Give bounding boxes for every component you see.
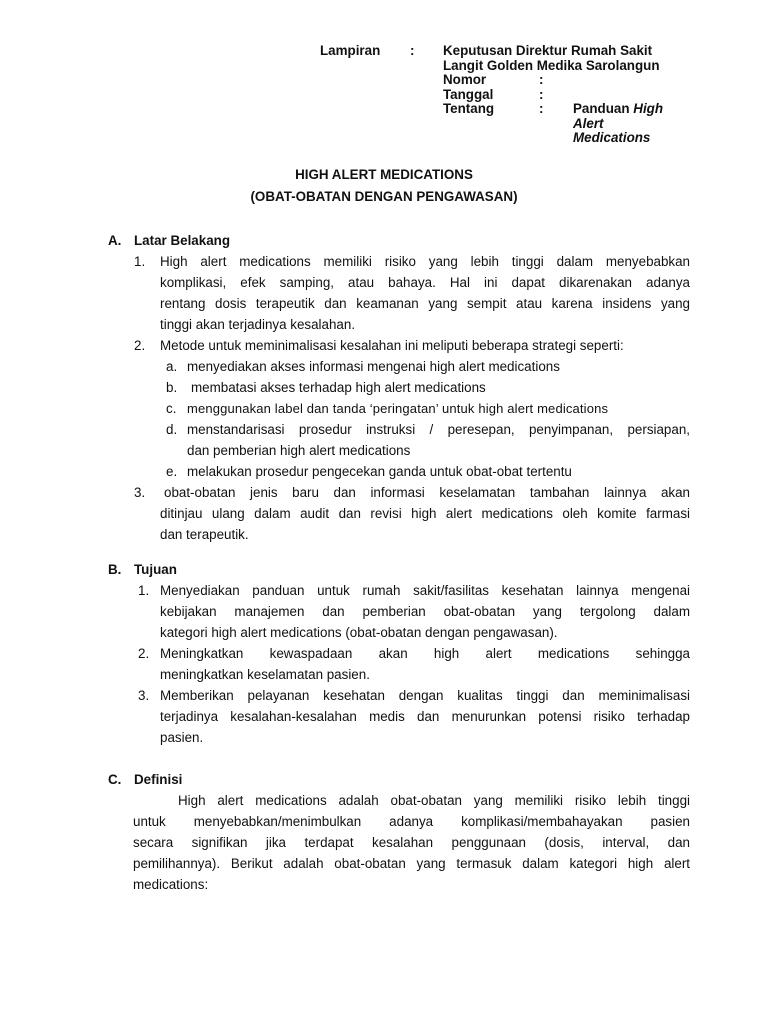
sub-list-letter: d. [166,422,178,437]
paragraph-line: Memberikan pelayanan kesehatan dengan kualitas tinggi dan meminimalisasi [160,688,690,703]
paragraph-line: Metode untuk meminimalisasi kesalahan ini meliputi beberapa strategi seperti: [160,338,624,353]
list-number: 3. [134,485,146,500]
sub-list-item: menstandarisasi prosedur instruksi / peresepan, penyimpanan, persiapan, [187,422,690,437]
list-number: 2. [134,338,146,353]
paragraph-line: High alert medications adalah obat-obatan yang memiliki risiko lebih tinggi [178,793,690,808]
sub-list-letter: b. [166,380,178,395]
paragraph-line: secara signifikan jika terdapat kesalahan penggunaan (dosis, interval, dan [133,835,690,850]
paragraph-line: pemilihannya). Berikut adalah obat-obatan yang termasuk dalam kategori high alert [133,856,690,871]
colon: : [539,86,544,102]
tentang-label: Tentang [443,101,495,116]
tentang-value-line2: Alert [573,115,604,131]
paragraph-line: tinggi akan terjadinya kesalahan. [160,317,356,332]
paragraph-line: kebijakan manajemen dan pemberian obat-obatan yang tergolong dalam [160,604,690,619]
sub-list-item: dan pemberian high alert medications [187,443,411,458]
paragraph-line: dan terapeutik. [160,527,249,542]
sub-list-letter: a. [166,359,178,374]
paragraph-line: kategori high alert medications (obat-obatan dengan pengawasan). [160,625,558,640]
sub-list-letter: c. [166,401,177,416]
document-subtitle: (OBAT-OBATAN DENGAN PENGAWASAN) [250,189,518,204]
paragraph-line: Menyediakan panduan untuk rumah sakit/fasilitas kesehatan lainnya mengenai [160,583,690,598]
paragraph-line: medications: [133,877,209,892]
tentang-value-italic: High [633,101,664,116]
paragraph-line: Meningkatkan kewaspadaan akan high alert medications sehingga [160,646,690,661]
tentang-value-line3: Medications [573,130,651,145]
tentang-value-line1 [573,102,663,117]
lampiran-value-line1: Keputusan Direktur Rumah Sakit [443,43,653,58]
list-number: 3. [138,688,150,703]
list-number: 1. [134,254,146,269]
paragraph-line: ditinjau ulang dalam audit dan revisi high alert medications oleh komite farmasi [160,506,690,521]
attachment-header [320,44,740,146]
paragraph-line: obat-obatan jenis baru dan informasi keselamatan tambahan lainnya akan [164,485,690,500]
colon: : [539,101,544,116]
section-title: Tujuan [134,562,177,577]
lampiran-label: Lampiran [320,43,381,58]
section-title: Definisi [134,772,183,787]
sub-list-letter: e. [166,464,178,479]
sub-list-item: menggunakan label dan tanda ‘peringatan’ untuk high alert medications [187,401,609,416]
section-letter: B. [108,562,122,577]
lampiran-value-line2: Langit Golden Medika Sarolangun [443,57,660,73]
paragraph-line: meningkatkan keselamatan pasien. [160,667,370,682]
list-number: 1. [138,583,150,598]
document-title: HIGH ALERT MEDICATIONS [295,167,473,182]
sub-list-item: menyediakan akses informasi mengenai high alert medications [187,359,560,374]
paragraph-line: untuk menyebabkan/menimbulkan adanya komplikasi/membahayakan pasien [133,814,690,829]
section-letter: A. [108,233,122,248]
paragraph-line: High alert medications memiliki risiko yang lebih tinggi dalam menyebabkan [160,254,690,269]
tentang-value-word: Panduan [573,101,630,116]
tanggal-label: Tanggal [443,86,494,102]
section-letter: C. [108,772,122,787]
paragraph-line: komplikasi, efek samping, atau bahaya. Hal ini dapat dikarenakan adanya [160,275,690,290]
list-number: 2. [138,646,150,661]
paragraph-line: terjadinya kesalahan-kesalahan medis dan menurunkan potensi risiko terhadap [160,709,690,724]
paragraph-line: pasien. [160,730,204,745]
paragraph-line: rentang dosis terapeutik dan keamanan yang sempit atau karena insidens yang [160,296,690,311]
sub-list-item: membatasi akses terhadap high alert medications [191,380,486,395]
colon: : [410,43,415,58]
colon: : [539,72,544,87]
section-title: Latar Belakang [134,233,231,248]
sub-list-item: melakukan prosedur pengecekan ganda untuk obat-obat tertentu [187,464,572,479]
nomor-label: Nomor [443,72,487,87]
